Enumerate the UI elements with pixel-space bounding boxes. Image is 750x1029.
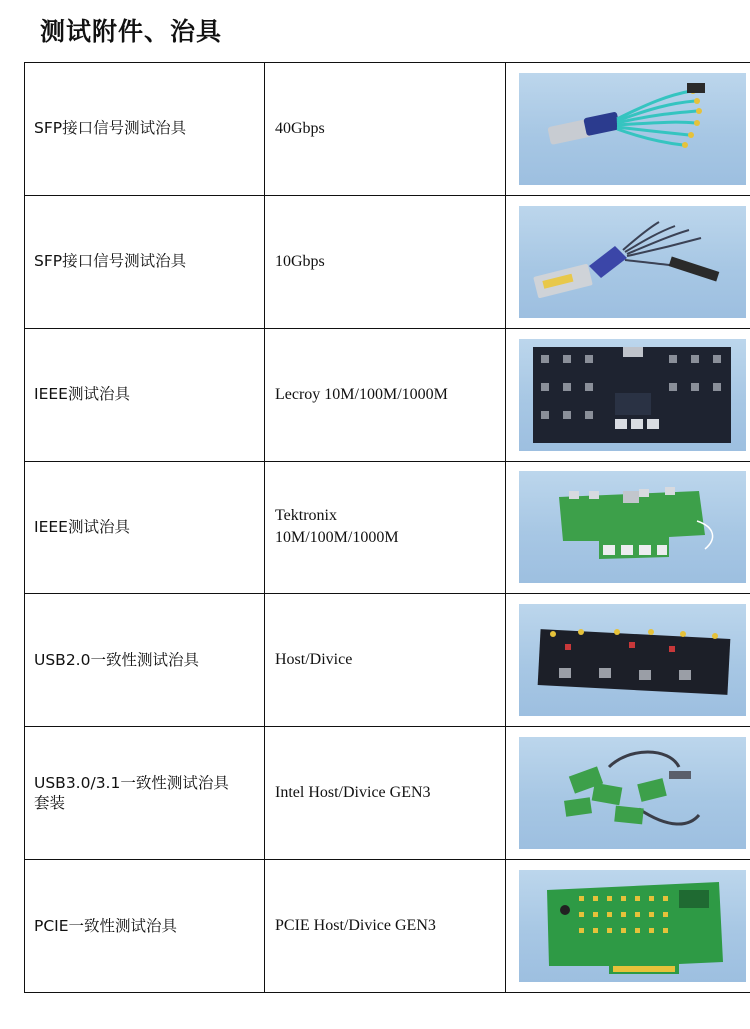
fixture-photo-cell (506, 860, 750, 993)
fixture-spec-cell (265, 63, 506, 196)
fixture-name-cell (25, 594, 265, 727)
fixture-name: SFP接口信号测试治具 (34, 119, 187, 138)
fixture-spec: Intel Host/Divice GEN3 (275, 784, 431, 802)
fixture-name-cell (25, 63, 265, 196)
pcie-fixture-board-photo (519, 870, 746, 982)
fixture-name-cell (25, 727, 265, 860)
table-row (25, 461, 750, 594)
fixture-spec-cell (265, 860, 506, 993)
sfp-10g-fixture-photo (519, 206, 746, 318)
ieee-tektronix-board-photo (519, 471, 746, 583)
table-row (25, 860, 750, 993)
usb3-fixture-kit-photo (519, 737, 746, 849)
fixture-photo-cell (506, 63, 750, 196)
fixture-spec: Lecroy 10M/100M/1000M (275, 385, 448, 403)
fixture-name-cell (25, 461, 265, 594)
fixture-name: SFP接口信号测试治具 (34, 252, 187, 271)
fixture-name-cell (25, 328, 265, 461)
fixture-name-cell (25, 195, 265, 328)
ieee-lecroy-board-photo (519, 339, 746, 451)
fixture-name: PCIE一致性测试治具 (34, 916, 178, 935)
table-row (25, 63, 750, 196)
fixture-name: IEEE测试治具 (34, 517, 130, 536)
fixture-name: USB3.0/3.1一致性测试治具套装 (34, 773, 229, 812)
fixture-table (24, 62, 750, 993)
sfp-40g-fixture-photo (519, 73, 746, 185)
fixture-photo-cell (506, 727, 750, 860)
fixture-name: IEEE测试治具 (34, 385, 130, 404)
fixture-spec: 10Gbps (275, 252, 325, 270)
fixture-spec: 40Gbps (275, 119, 325, 137)
fixture-spec-cell (265, 328, 506, 461)
fixture-photo-cell (506, 328, 750, 461)
fixture-spec: Host/Divice (275, 651, 353, 669)
fixture-photo-cell (506, 594, 750, 727)
table-row (25, 195, 750, 328)
fixture-spec-cell (265, 594, 506, 727)
table-row (25, 594, 750, 727)
table-row (25, 328, 750, 461)
fixture-spec: Tektronix 10M/100M/1000M (275, 507, 399, 547)
table-row (25, 727, 750, 860)
usb2-fixture-board-photo (519, 604, 746, 716)
fixture-spec-cell (265, 195, 506, 328)
fixture-spec-cell (265, 461, 506, 594)
fixture-spec-cell (265, 727, 506, 860)
fixture-name-cell (25, 860, 265, 993)
fixture-photo-cell (506, 195, 750, 328)
fixture-spec: PCIE Host/Divice GEN3 (275, 917, 436, 935)
fixture-photo-cell (506, 461, 750, 594)
fixture-name: USB2.0一致性测试治具 (34, 650, 199, 669)
page-title: 测试附件、治具 (40, 17, 223, 46)
